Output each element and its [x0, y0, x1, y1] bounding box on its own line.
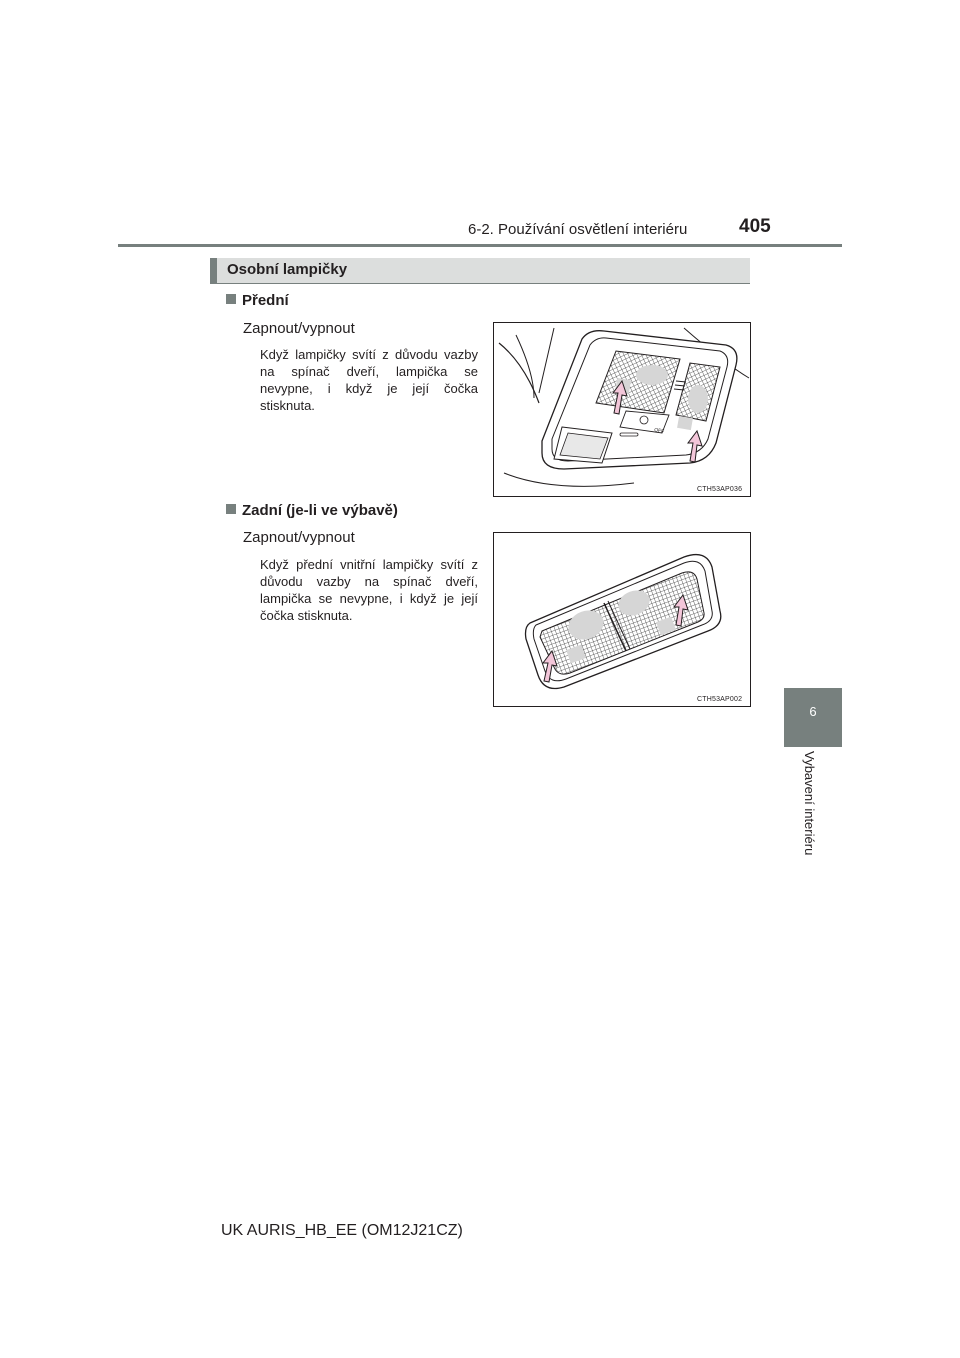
- front-action: Zapnout/vypnout: [243, 320, 355, 337]
- rear-figure-code: CTH53AP002: [697, 696, 743, 703]
- front-note: Když lampičky svítí z důvodu vazby na spínač dveří, lampička se nevypne, i když je její čočka stisknuta.: [260, 347, 478, 413]
- page-number: 405: [739, 216, 771, 237]
- chapter-title-vertical: [784, 751, 842, 891]
- rear-note: Když přední vnitřní lampičky svítí z důvodu vazby na spínač dveří, lampička se nevypne, i když je její čočka stisknuta.: [260, 557, 478, 623]
- front-lamp-illustration: [494, 323, 750, 496]
- front-lamp-figure: [493, 322, 751, 497]
- running-header-title: 6-2. Používání osvětlení interiéru: [468, 221, 688, 238]
- rear-lamp-illustration: [494, 533, 750, 706]
- rear-lamp-figure: [493, 532, 751, 707]
- front-figure-code: CTH53AP036: [697, 486, 743, 493]
- section-underline: [210, 283, 750, 284]
- rear-heading: Zadní (je-li ve výbavě): [226, 502, 398, 519]
- section-marker: [210, 258, 217, 284]
- rear-action: Zapnout/vypnout: [243, 529, 355, 546]
- square-bullet-icon: [226, 294, 236, 304]
- section-heading: [210, 258, 750, 284]
- square-bullet-icon: [226, 504, 236, 514]
- chapter-number: 6: [809, 704, 817, 719]
- off-switch-label: OFF: [653, 427, 665, 436]
- chapter-title: Vybavení interiéru: [802, 751, 817, 856]
- front-heading: Přední: [226, 292, 289, 309]
- footer-model-code: UK AURIS_HB_EE (OM12J21CZ): [221, 1222, 463, 1239]
- section-title: Osobní lampičky: [227, 261, 348, 278]
- header-rule: [118, 244, 842, 247]
